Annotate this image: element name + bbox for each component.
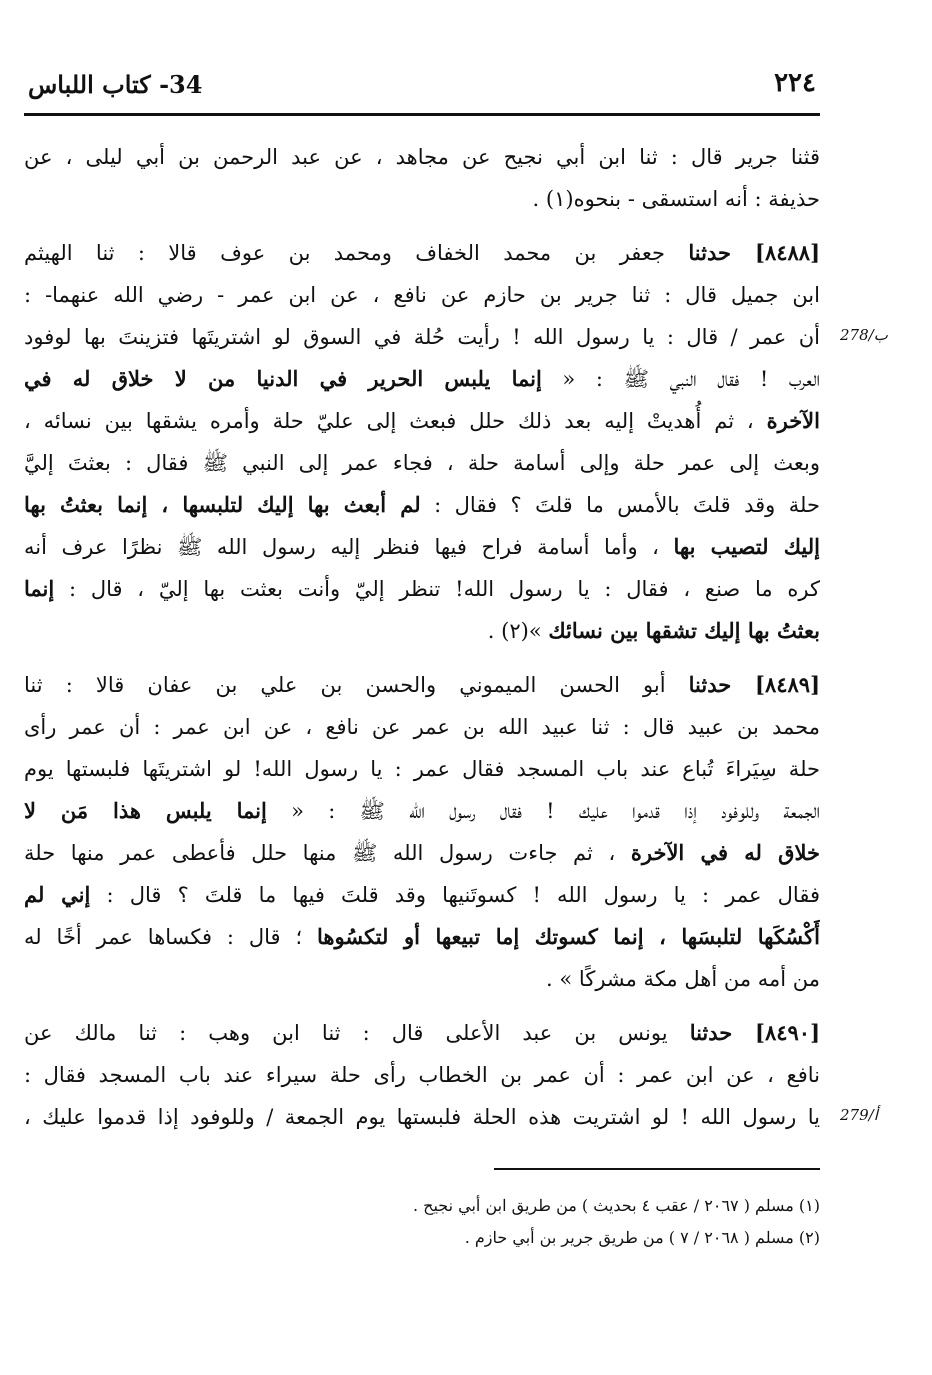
line-text: قثنا جرير قال : ثنا ابن أبي نجيح عن مجاهد ، عن عبد الرحمن بن أبي ليلى ، عن — [24, 145, 820, 169]
text-line — [24, 526, 820, 568]
bold-text: الآخرة — [766, 408, 820, 433]
bold-text: إنما يلبس الحرير في الدنيا من لا خلاق له في — [24, 366, 542, 391]
text-line — [24, 274, 820, 316]
bold-text: إليك لتصيب بها — [673, 534, 820, 559]
text-line — [24, 748, 820, 790]
line-text: نافع ، عن ابن عمر : أن عمر بن الخطاب رأى حلة سيراء عند باب المسجد فقال : — [24, 1063, 820, 1087]
text-line — [24, 958, 820, 1000]
text-line — [24, 874, 820, 916]
text-line — [24, 610, 820, 652]
line-text: ابن جميل قال : ثنا جرير بن حازم عن نافع ، عن ابن عمر - رضي الله عنهما- : — [24, 283, 820, 307]
footnote: (٢) مسلم ( ٢٠٦٨ / ٧ ) من طريق جرير بن أبي حازم . — [464, 1228, 820, 1247]
text-line — [24, 1096, 820, 1138]
bold-text: بعثتُ بها إليك تشقها بين نسائك — [548, 618, 820, 643]
footnote-rule — [494, 1168, 820, 1170]
bold-text: إنما يلبس هذا مَن لا — [24, 798, 267, 823]
line-text: »(٢) . — [487, 619, 549, 643]
footnote: (١) مسلم ( ٢٠٦٧ / عقب ٤ بحديث ) من طريق ابن أبي نجيح . — [412, 1196, 820, 1215]
text-line — [24, 442, 820, 484]
line-text: العرب ! فقال النبي ﷺ : « — [541, 367, 820, 391]
paragraph-gap — [24, 220, 820, 232]
text-line — [24, 178, 820, 220]
bold-text: لم أبعث بها إليك لتلبسها ، إنما بعثتُ بها — [24, 492, 421, 517]
text-line — [24, 790, 820, 832]
text-line — [24, 916, 820, 958]
line-text: جعفر بن محمد الخفاف ومحمد بن عوف قالا : ثنا الهيثم — [24, 241, 689, 265]
text-line — [24, 1054, 820, 1096]
text-line — [24, 136, 820, 178]
line-text: ، ثم أُهديتْ إليه بعد ذلك حلل فبعث إلى عليّ حلة وأمره يشقها بين نسائه ، — [24, 409, 767, 433]
text-line — [24, 232, 820, 274]
line-text: أبو الحسن الميموني والحسن بن علي بن عفان قالا : ثنا — [24, 673, 689, 697]
text-line — [24, 664, 820, 706]
paragraph-gap — [24, 652, 820, 664]
paragraph-gap — [24, 1000, 820, 1012]
margin-note: 278/ب — [840, 326, 888, 344]
line-text: الجمعة وللوفود إذا قدموا عليك ! فقال رسول الله ﷺ : « — [266, 799, 820, 823]
line-text: يا رسول الله ! لو اشتريت هذه الحلة فلبستها يوم الجمعة / وللوفود إذا قدموا عليك ، — [24, 1105, 820, 1129]
text-line — [24, 706, 820, 748]
bold-text: إنما — [24, 576, 55, 601]
line-text: من أمه من أهل مكة مشركًا » . — [546, 967, 820, 991]
line-text: ؛ قال : فكساها عمر أخًا له — [24, 925, 318, 949]
bold-text: إني لم — [24, 882, 91, 907]
bold-text: أَكْسُكَها لتلبسَها ، إنما كسوتك إما تبيعها أو لتكسُوها — [317, 924, 820, 949]
margin-note: 279/أ — [840, 1106, 878, 1124]
text-line — [24, 832, 820, 874]
line-text: حذيفة : أنه استسقى - بنحوه(١) . — [532, 187, 820, 211]
hadith-number: [٨٤٨٨] حدثنا — [688, 240, 820, 265]
page-header — [24, 64, 820, 108]
line-text: محمد بن عبيد قال : ثنا عبيد الله بن عمر عن نافع ، عن ابن عمر : أن عمر رأى — [24, 715, 820, 739]
line-text: حلة سِيَراءَ تُباع عند باب المسجد فقال عمر : يا رسول الله! لو اشتريتَها فلبستها يوم — [24, 757, 820, 781]
line-text: أن عمر / قال : يا رسول الله ! رأيت حُلة في السوق لو اشتريتَها فتزينتَ بها لوفود — [24, 325, 820, 349]
text-line — [24, 316, 820, 358]
line-text: فقال عمر : يا رسول الله ! كسوتَنيها وقد قلتَ فيها ما قلتَ ؟ قال : — [90, 883, 820, 907]
page-number: ٢٢٤ — [774, 68, 816, 98]
line-text: حلة وقد قلتَ بالأمس ما قلتَ ؟ فقال : — [420, 493, 820, 517]
header-rule — [24, 113, 820, 116]
text-line — [24, 1012, 820, 1054]
text-line — [24, 400, 820, 442]
text-line — [24, 568, 820, 610]
line-text: ، وأما أسامة فراح فيها فنظر إليه رسول الله ﷺ نظرًا عرف أنه — [24, 535, 674, 559]
line-text: وبعث إلى عمر حلة وإلى أسامة حلة ، فجاء عمر إلى النبي ﷺ فقال : بعثتَ إليَّ — [24, 451, 820, 475]
text-line — [24, 484, 820, 526]
hadith-number: [٨٤٩٠] حدثنا — [689, 1020, 820, 1045]
main-text — [24, 136, 820, 1138]
line-text: كره ما صنع ، فقال : يا رسول الله! تنظر إليّ وأنت بعثت بها إليّ ، قال : — [54, 577, 820, 601]
bold-text: خلاق له في الآخرة — [630, 840, 820, 865]
footnotes — [24, 1190, 820, 1254]
line-text: ، ثم جاءت رسول الله ﷺ منها حلل فأعطى عمر منها حلة — [24, 841, 631, 865]
chapter-title: 34- كتاب اللباس — [28, 70, 203, 99]
text-line — [24, 358, 820, 400]
line-text: يونس بن عبد الأعلى قال : ثنا ابن وهب : ثنا مالك عن — [24, 1021, 690, 1045]
hadith-number: [٨٤٨٩] حدثنا — [688, 672, 820, 697]
